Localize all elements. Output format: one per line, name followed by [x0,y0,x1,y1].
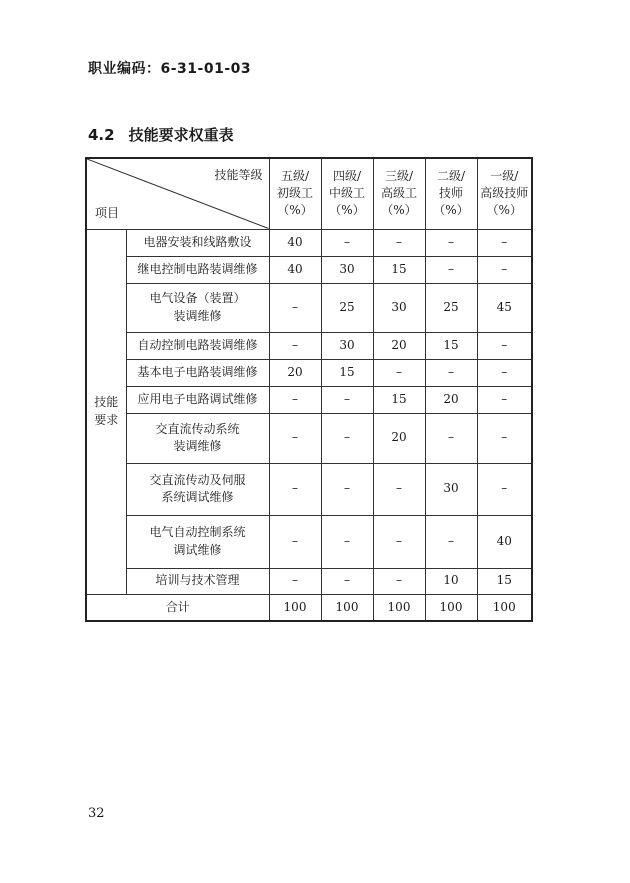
value-cell: – [269,463,321,515]
value-cell: – [477,359,532,386]
row-item-label: 继电控制电路装调维修 [126,256,269,283]
value-cell: – [269,386,321,413]
value-cell: – [373,229,425,256]
row-item-label: 基本电子电路装调维修 [126,359,269,386]
table-row [86,229,532,256]
corner-label-item: 项目 [95,206,120,221]
value-cell: – [269,283,321,332]
row-item-label: 自动控制电路装调维修 [126,332,269,359]
value-cell: – [425,256,477,283]
value-cell: 25 [321,283,373,332]
value-cell: – [373,359,425,386]
value-cell: 40 [269,229,321,256]
value-cell: – [425,359,477,386]
row-item-label: 培训与技术管理 [126,568,269,594]
table-row [86,283,532,332]
value-cell: – [425,229,477,256]
value-cell: – [477,229,532,256]
value-cell: – [477,332,532,359]
table-row [86,568,532,594]
row-item-label: 交直流传动及伺服 系统调试维修 [126,463,269,515]
table-row [86,515,532,568]
table-header-row [86,158,532,229]
table-row [86,256,532,283]
value-cell: – [321,386,373,413]
group-label-skill-requirements: 技能 要求 [86,229,126,594]
table-row [86,359,532,386]
row-item-label: 交直流传动系统 装调维修 [126,413,269,463]
value-cell: – [269,413,321,463]
total-cell: 100 [477,594,532,621]
value-cell: 20 [425,386,477,413]
value-cell: 15 [477,568,532,594]
value-cell: 45 [477,283,532,332]
total-cell: 100 [269,594,321,621]
value-cell: – [321,568,373,594]
value-cell: – [477,413,532,463]
level-header: 五级/ 初级工 （%） [269,158,321,229]
page-number: 32 [88,806,105,821]
occupation-code: 职业编码：6-31-01-03 [88,61,252,77]
value-cell: – [477,463,532,515]
value-cell: – [269,568,321,594]
table-row [86,332,532,359]
value-cell: 30 [425,463,477,515]
level-header: 一级/ 高级技师 （%） [477,158,532,229]
row-item-label: 应用电子电路调试维修 [126,386,269,413]
section-number: 4.2 [88,126,115,144]
total-cell: 100 [321,594,373,621]
value-cell: 30 [321,256,373,283]
table-row [86,413,532,463]
value-cell: – [321,229,373,256]
row-item-label: 电气自动控制系统 调试维修 [126,515,269,568]
value-cell: – [269,332,321,359]
value-cell: 30 [321,332,373,359]
value-cell: – [321,515,373,568]
value-cell: – [425,413,477,463]
value-cell: 15 [425,332,477,359]
value-cell: – [425,515,477,568]
level-header: 三级/ 高级工 （%） [373,158,425,229]
total-label: 合计 [86,594,269,621]
total-row [86,594,532,621]
skill-weight-table [85,157,533,622]
value-cell: – [477,386,532,413]
total-cell: 100 [373,594,425,621]
table-row [86,463,532,515]
value-cell: 25 [425,283,477,332]
row-item-label: 电气设备（装置） 装调维修 [126,283,269,332]
value-cell: – [373,515,425,568]
level-header: 四级/ 中级工 （%） [321,158,373,229]
value-cell: 10 [425,568,477,594]
corner-label-skill-level: 技能等级 [214,168,263,182]
value-cell: – [321,413,373,463]
value-cell: 40 [269,256,321,283]
value-cell: 20 [269,359,321,386]
value-cell: 20 [373,413,425,463]
value-cell: – [477,256,532,283]
value-cell: 30 [373,283,425,332]
value-cell: – [373,463,425,515]
table-row [86,386,532,413]
value-cell: 15 [373,386,425,413]
value-cell: 15 [373,256,425,283]
diagonal-header-cell [86,158,269,229]
section-title-text: 技能要求权重表 [128,126,234,144]
section-heading [88,124,234,145]
row-item-label: 电器安装和线路敷设 [126,229,269,256]
total-cell: 100 [425,594,477,621]
value-cell: 40 [477,515,532,568]
value-cell: 20 [373,332,425,359]
value-cell: – [269,515,321,568]
value-cell: 15 [321,359,373,386]
value-cell: – [373,568,425,594]
value-cell: – [321,463,373,515]
level-header: 二级/ 技师 （%） [425,158,477,229]
